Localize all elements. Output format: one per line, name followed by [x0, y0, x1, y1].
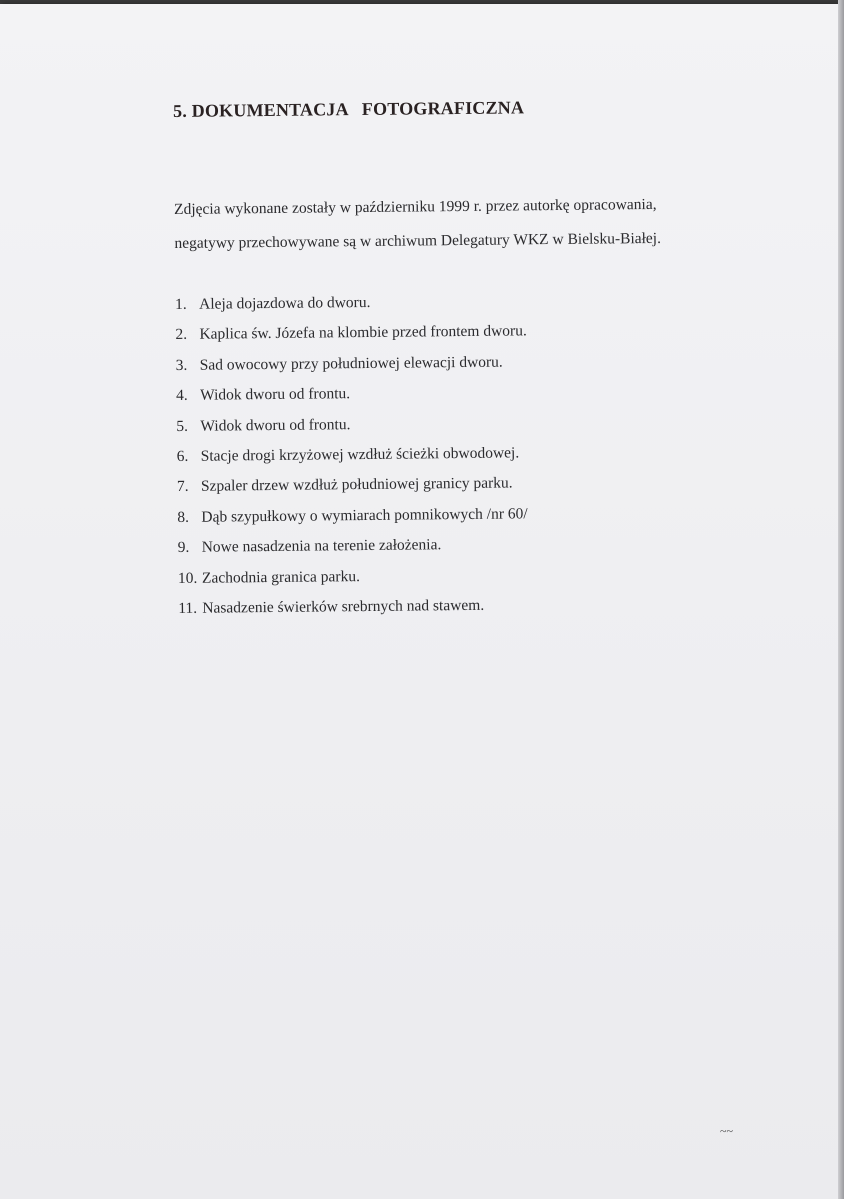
list-item-number: 1.: [175, 295, 187, 313]
list-item-number: 9.: [177, 538, 190, 557]
list-item: [178, 565, 530, 599]
list-item: [176, 352, 528, 386]
intro-line: negatywy przechowywane są w archiwum Delegatury WKZ w Bielsku-Białej.: [174, 229, 662, 252]
intro-line: Zdjęcia wykonane zostały w październiku 1999 r. przez autorkę opracowania,: [174, 195, 657, 218]
list-item: [176, 382, 528, 416]
list-item-number: 2.: [175, 326, 188, 344]
photo-list: [175, 291, 530, 629]
list-item-text: Aleja dojazdowa do dworu.: [199, 293, 371, 313]
list-item: [175, 291, 527, 325]
list-item-number: 3.: [175, 356, 188, 374]
page-number: ~~: [720, 1124, 733, 1138]
list-item-number: 5.: [176, 417, 189, 435]
list-item-text: Szpaler drzew wzdłuż południowej granicy parku.: [200, 474, 513, 496]
list-item-number: 7.: [176, 478, 189, 496]
list-item-text: Sad owocowy przy południowej elewacji dworu.: [199, 353, 503, 374]
list-item-number: 4.: [175, 387, 188, 405]
document-page: [0, 4, 838, 1199]
list-item-text: Stacje drogi krzyżowej wzdłuż ścieżki obwodowej.: [200, 444, 520, 465]
list-item: [175, 322, 527, 356]
list-item-number: 6.: [176, 447, 189, 465]
list-item: [177, 474, 529, 508]
list-item: [177, 443, 529, 477]
list-item-number: 8.: [177, 508, 190, 526]
list-item-text: Zachodnia granica parku.: [201, 567, 360, 587]
list-item-text: Kaplica św. Józefa na klombie przed frontem dworu.: [199, 322, 527, 344]
page-edge-shadow: [838, 0, 844, 1199]
list-item-text: Dąb szypułkowy o wymiarach pomnikowych /nr 60/: [201, 505, 528, 526]
list-item-text: Nasadzenie świerków srebrnych nad stawem.: [202, 596, 485, 617]
list-item: [177, 504, 529, 538]
list-item-text: Widok dworu od frontu.: [200, 415, 351, 435]
list-item-number: 11.: [178, 599, 198, 617]
list-item-text: Nowe nasadzenia na terenie założenia.: [201, 536, 442, 556]
list-item: [176, 413, 528, 447]
section-heading: 5. DOKUMENTACJA FOTOGRAFICZNA: [173, 97, 525, 121]
list-item-text: Widok dworu od frontu.: [199, 385, 351, 404]
list-item: [178, 534, 530, 568]
list-item: [178, 595, 530, 629]
list-item-number: 10.: [177, 569, 198, 587]
intro-paragraph: [174, 195, 661, 268]
